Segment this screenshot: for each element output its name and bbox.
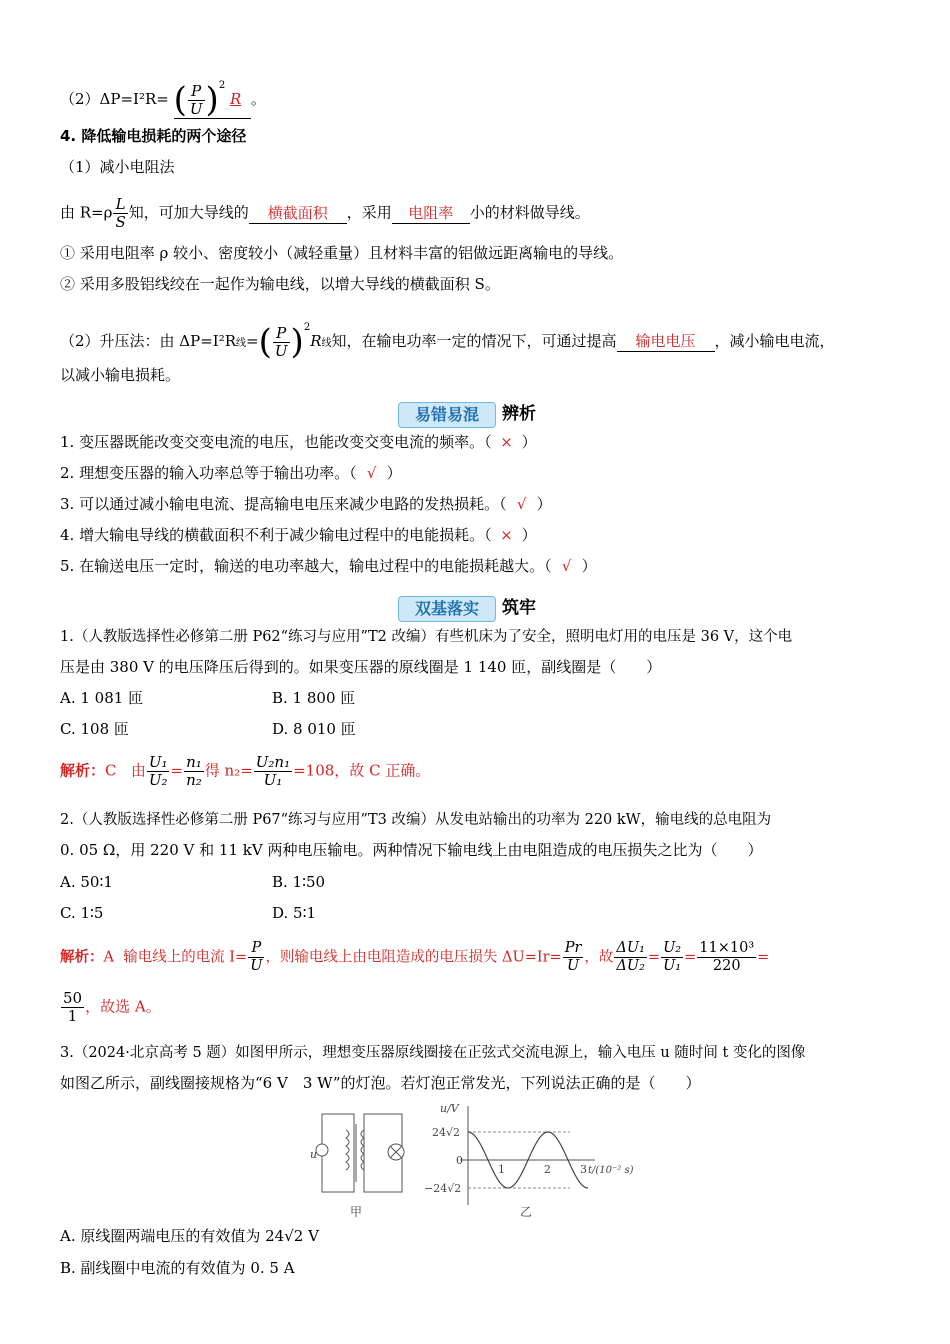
power-loss-formula: （2）ΔP=I²R= ( $\frac{P}{U}$ )$^2$ R 。 bbox=[60, 76, 266, 119]
tick-bottom: −24√2 bbox=[424, 1182, 462, 1195]
transformer-circuit bbox=[316, 1114, 404, 1192]
tick-top: 24√2 bbox=[432, 1126, 461, 1139]
method-item-1: ① 采用电阻率 ρ 较小、密度较小（减轻重量）且材料丰富的铝做远距离输电的导线。 bbox=[60, 244, 624, 262]
blank-resistivity: 电阻率 bbox=[408, 203, 454, 222]
q1-stem-2: 压是由 380 V 的电压降压后得到的。如果变压器的原线圈是 1 140 匝，副线圈是（ ） bbox=[60, 658, 662, 676]
step-up-method-line: （2）升压法：由 ΔP=I²R线=( $\frac{P}{U}$ )$^2$R线知，在输电功率一定的情况下，可通过提高 输电电压 ，减小输电电流， bbox=[60, 322, 835, 362]
tick-1: 1 bbox=[498, 1163, 505, 1176]
check-icon: √ bbox=[561, 557, 572, 575]
banner-mistakes: 易错易混 辨析 bbox=[398, 400, 550, 428]
method-item-2: ② 采用多股铝线绞在一起作为输电线，以增大导线的横截面积 S。 bbox=[60, 275, 500, 293]
tick-zero: 0 bbox=[456, 1154, 463, 1167]
q2-option-a: A. 50∶1 bbox=[60, 873, 113, 891]
check-icon: √ bbox=[516, 495, 527, 513]
blank-cross-section: 横截面积 bbox=[267, 203, 328, 222]
judgement-5: 5. 在输送电压一定时，输送的电功率越大，输电过程中的电能损耗越大。（ √ ） bbox=[60, 557, 597, 575]
q2-option-d: D. 5∶1 bbox=[272, 904, 317, 922]
q1-solution: 解析：C 由 $\frac{\text{U₁}}{\text{U₂}}$ = $\frac{\text{n₁}}{\text{n₂}}$ 得 n₂= $\frac{\text{U₂n₁}}{\text{U₁}}$ =108，故 C 正确。 bbox=[60, 753, 431, 789]
cross-icon: × bbox=[500, 526, 513, 544]
q1-option-c: C. 108 匝 bbox=[60, 720, 129, 738]
q1-stem-1: 1.（人教版选择性必修第二册 P62“练习与应用”T2 改编）有些机床为了安全，照明电灯用的电压是 36 V，这个电 bbox=[60, 629, 793, 645]
answer-R: R bbox=[229, 90, 242, 108]
q2-option-b: B. 1∶50 bbox=[272, 873, 326, 891]
banner-basics: 双基落实 筑牢 bbox=[398, 594, 550, 622]
check-icon: √ bbox=[366, 464, 377, 482]
q2-solution-cont: $\frac{50}{1}$ ，故选 A。 bbox=[63, 989, 161, 1025]
judgement-1: 1. 变压器既能改变交变电流的电压，也能改变交变电流的频率。（ × ） bbox=[60, 433, 537, 451]
axis-u-label: u/V bbox=[440, 1102, 459, 1115]
judgement-3: 3. 可以通过减小输电电流、提高输电电压来减少电路的发热损耗。（ √ ） bbox=[60, 495, 552, 513]
judgement-2: 2. 理想变压器的输入功率总等于输出功率。（ √ ） bbox=[60, 464, 402, 482]
step-up-method-line-2: 以减小输电损耗。 bbox=[60, 366, 181, 384]
q3-figure bbox=[310, 1100, 650, 1220]
q2-option-c: C. 1∶5 bbox=[60, 904, 104, 922]
judgement-4: 4. 增大输电导线的横截面积不利于减少输电过程中的电能损耗。（ × ） bbox=[60, 526, 537, 544]
q3-stem-1: 3.（2024·北京高考 5 题）如图甲所示，理想变压器原线圈接在正弦式交流电源上，输入电压 u 随时间 t 变化的图像 bbox=[60, 1045, 806, 1061]
q2-solution: 解析：A 输电线上的电流 I= $\frac{P}{U}$ ，则输电线上由电阻造成的电压损失 ΔU=Ir= $\frac{Pr}{U}$ ，故 $\frac{\text{ΔU₁}}{\text{ΔU₂}}$ = $\frac{\text{U₂}}{\text{U₁}}$ = $\frac{\text{11×10³}}{220}$ = bbox=[60, 940, 770, 974]
source-label: u bbox=[310, 1148, 318, 1161]
axis-t-label: t/(10⁻² s) bbox=[588, 1165, 634, 1176]
q3-stem-2: 如图乙所示，副线圈接规格为“6 V 3 W”的灯泡。若灯泡正常发光，下列说法正确的是（ ） bbox=[60, 1074, 701, 1092]
q2-stem-1: 2.（人教版选择性必修第二册 P67“练习与应用”T3 改编）从发电站输出的功率为 220 kW，输电线的总电阻为 bbox=[60, 812, 772, 828]
q3-option-a: A. 原线圈两端电压的有效值为 24√2 V bbox=[60, 1227, 319, 1245]
resistance-method-line: 由 R=ρ $\frac{L}{S}$ 知，可加大导线的 横截面积 ，采用 电阻率 小的材料做导线。 bbox=[60, 195, 590, 231]
tick-2: 2 bbox=[544, 1163, 551, 1176]
voltage-graph bbox=[424, 1102, 634, 1219]
q1-option-a: A. 1 081 匝 bbox=[60, 689, 144, 707]
blank-voltage: 输电电压 bbox=[635, 332, 696, 350]
q1-option-d: D. 8 010 匝 bbox=[272, 720, 356, 738]
fig-yi-label: 乙 bbox=[520, 1205, 533, 1219]
q2-stem-2: 0. 05 Ω，用 220 V 和 11 kV 两种电压输电。两种情况下输电线上由电阻造成的电压损失之比为（ ） bbox=[60, 841, 763, 859]
q3-option-b: B. 副线圈中电流的有效值为 0. 5 A bbox=[60, 1259, 295, 1277]
method-1-title: （1）减小电阻法 bbox=[60, 158, 175, 176]
fig-jia-label: 甲 bbox=[350, 1205, 363, 1219]
section-4-title: 4. 降低输电损耗的两个途径 bbox=[60, 127, 247, 145]
tick-3: 3 bbox=[580, 1163, 587, 1176]
q1-option-b: B. 1 800 匝 bbox=[272, 689, 356, 707]
cross-icon: × bbox=[500, 433, 513, 451]
